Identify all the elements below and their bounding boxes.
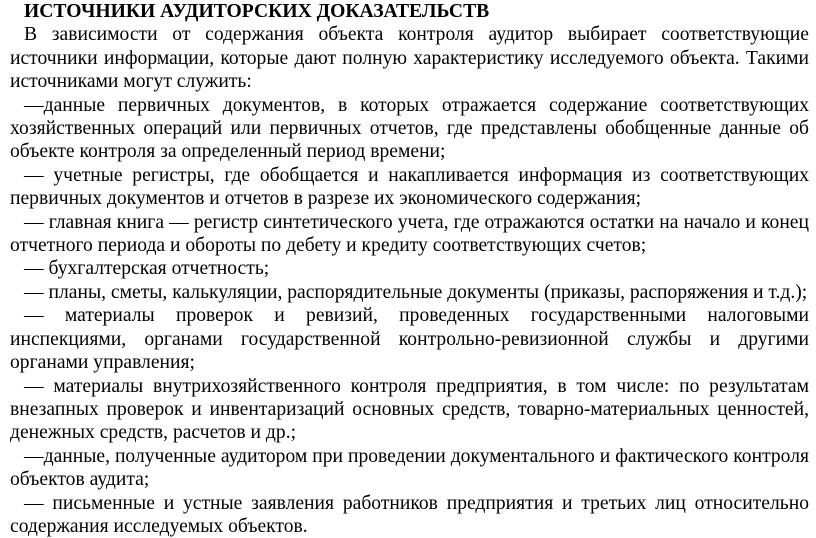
source-item-plans-estimates: — планы, сметы, калькуляции, распорядительные документы (приказы, распоряжения и т.д.); <box>24 281 808 303</box>
source-item-auditor-data: —данные, полученные аудитором при проведении документального и фактического контроля объектов аудита; <box>10 445 809 491</box>
source-item-accounting-registers: — учетные регистры, где обобщается и накапливается информация из соответствующих первичных документов и отчетов в разрезе их экономического содержания; <box>10 164 809 210</box>
source-item-statements: — письменные и устные заявления работников предприятия и третьих лиц относительно содержания исследуемых объектов. <box>10 492 809 537</box>
document-title: ИСТОЧНИКИ АУДИТОРСКИХ ДОКАЗАТЕЛЬСТВ <box>24 1 490 22</box>
source-item-financial-statements: — бухгалтерская отчетность; <box>24 258 270 280</box>
source-item-primary-documents: —данные первичных документов, в которых отражается содержание соответствующих хозяйственных операций или первичных отчетов, где представлены обобщенные данные об объекте контроля за определенный период времени; <box>10 94 809 163</box>
source-item-general-ledger: — главная книга — регистр синтетического учета, где отражаются остатки на начало и конец отчетного периода и обороты по дебету и кредиту соответствующих счетов; <box>10 211 809 257</box>
source-item-internal-control: — материалы внутрихозяйственного контроля предприятия, в том числе: по результатам внезапных проверок и инвентаризаций основных средств, товарно-материальных ценностей, денежных средств, расчетов и др.; <box>10 375 809 444</box>
source-item-inspection-materials: — материалы проверок и ревизий, проведенных государственными налоговыми инспекциями, органами государственной контрольно-ревизионной службы и другими органами управления; <box>10 305 809 374</box>
intro-paragraph: В зависимости от содержания объекта контроля аудитор выбирает соответствующие источники информации, которые дают полную характеристику исследуемого объекта. Такими источниками могут служить: <box>10 24 809 93</box>
